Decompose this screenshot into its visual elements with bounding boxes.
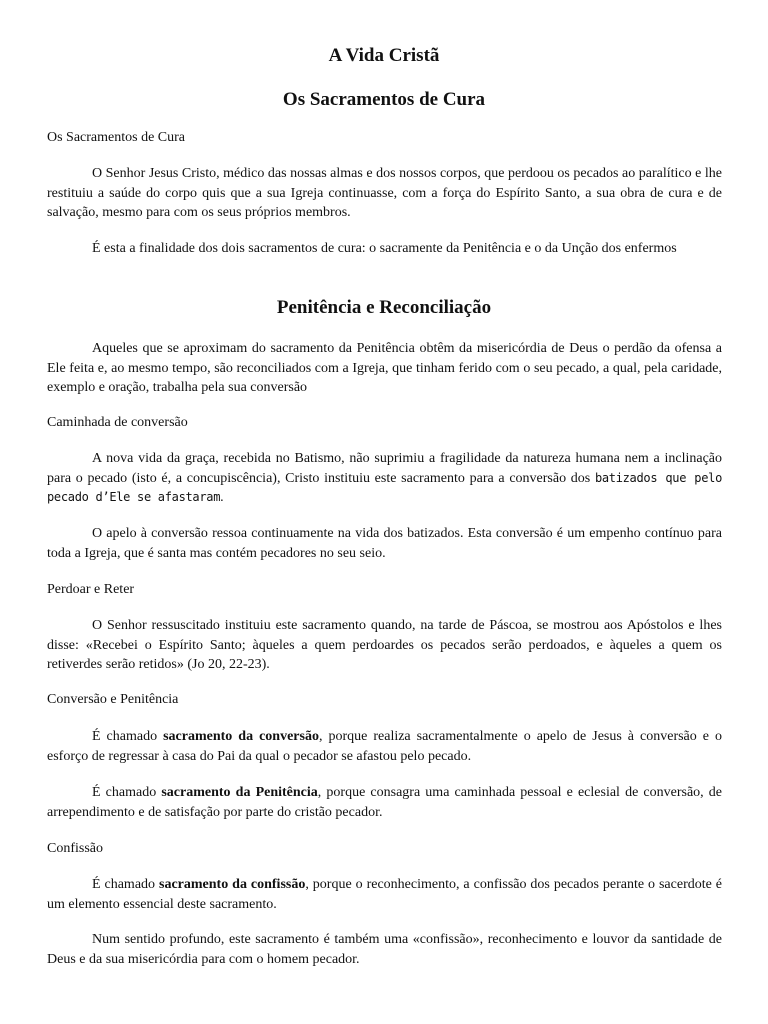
section-label-sacramentos: Os Sacramentos de Cura bbox=[47, 130, 186, 145]
confissao-1-rest: , porque o reconhecimento, a confissão dos pecados perante o sacerdote é um elemento essencial deste sacramento. bbox=[47, 877, 722, 912]
caminhada-period: . bbox=[220, 490, 224, 505]
caminhada-text: A nova vida da graça, recebida no Batismo, não suprimiu a fragilidade da natureza humana nem a inclinação para o pecado (isto é, a concupiscência), Cristo instituiu este sacramento para a conversão dos bbox=[47, 451, 722, 486]
paragraph-intro-2: É esta a finalidade dos dois sacramentos de cura: o sacramente da Penitência e o da Unção dos enfermos bbox=[92, 241, 677, 256]
paragraph-confissao-2: Num sentido profundo, este sacramento é também uma «confissão», reconhecimento e louvor da santidade de Deus e da sua misericórdia para com o homem pecador. bbox=[47, 932, 722, 967]
paragraph-caminhada-2: O apelo à conversão ressoa continuamente na vida dos batizados. Esta conversão é um empenho contínuo para toda a Igreja, que é santa mas contém pecadores no seu seio. bbox=[47, 526, 722, 561]
paragraph-penitencia-1: Aqueles que se aproximam do sacramento da Penitência obtêm da misericórdia de Deus o perdão da ofensa a Ele feita e, ao mesmo tempo, são reconciliados com a Igreja, que tinham ferido com o seu pecado, a qual, pela caridade, exemplo e oração, trabalha pela sua conversão bbox=[47, 341, 722, 395]
conversao-1-lead: É chamado bbox=[92, 729, 164, 744]
paragraph-intro-1: O Senhor Jesus Cristo, médico das nossas almas e dos nossos corpos, que perdoou os pecados ao paralítico e lhe restituiu a saúde do corpo quis que a sua Igreja continuasse, com a força do Espírito Santo, a sua obra de cura e de salvação, mesmo para com os seus próprios membros. bbox=[47, 166, 722, 220]
document-title: A Vida Cristã bbox=[328, 45, 440, 66]
paragraph-perdoar-1: O Senhor ressuscitado instituiu este sacramento quando, na tarde de Páscoa, se mostrou aos Apóstolos e lhes disse: «Recebei o Espírito Santo; àqueles a quem perdoardes os pecados serão perdoados, e àqueles a quem os retiverdes serão retidos» (Jo 20, 22-23). bbox=[47, 618, 722, 672]
conversao-1-rest: , porque realiza sacramentalmente o apelo de Jesus à conversão e o esforço de regressar à casa do Pai da qual o pecador se afastou pelo pecado. bbox=[47, 729, 722, 764]
section-label-perdoar: Perdoar e Reter bbox=[47, 582, 135, 597]
document-subtitle: Os Sacramentos de Cura bbox=[282, 89, 486, 110]
paragraph-confissao-1 bbox=[47, 875, 722, 914]
confissao-1-lead: É chamado bbox=[92, 877, 159, 892]
handwritten-style-text: batizados que pelo pecado d’Ele se afastaram bbox=[47, 470, 722, 504]
section-label-conversao: Conversão e Penitência bbox=[47, 692, 179, 707]
heading-penitencia: Penitência e Reconciliação bbox=[276, 297, 492, 318]
conversao-2-bold: sacramento da Penitência bbox=[161, 785, 318, 800]
conversao-2-rest: , porque consagra uma caminhada pessoal e eclesial de conversão, de arrependimento e de satisfação por parte do cristão pecador. bbox=[47, 785, 722, 820]
section-label-caminhada: Caminhada de conversão bbox=[47, 415, 188, 430]
section-label-confissao: Confissão bbox=[47, 841, 103, 856]
conversao-1-bold: sacramento da conversão bbox=[163, 729, 319, 744]
conversao-2-lead: É chamado bbox=[92, 785, 162, 800]
paragraph-conversao-2 bbox=[47, 783, 722, 822]
paragraph-caminhada-1 bbox=[47, 449, 722, 508]
confissao-1-bold: sacramento da confissão bbox=[159, 877, 306, 892]
paragraph-conversao-1 bbox=[47, 727, 722, 766]
